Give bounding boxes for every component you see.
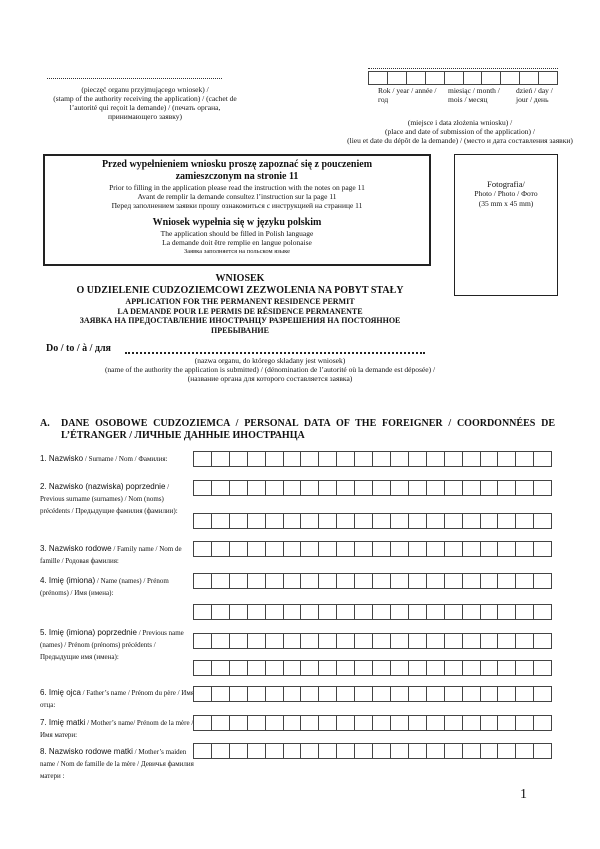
name-boxes-2[interactable]: [193, 604, 552, 620]
language-translations: The application should be filled in Polish language La demande doit être remplie en langue polonaise Заявка заполняется на польском языке: [160, 229, 314, 255]
field-label-previous-name: 5. Imię (imiona) poprzednie / Previous name (names) / Prénom (prénoms) précédents / Предыдущие имя (имена):: [40, 628, 184, 661]
stamp-line: [47, 78, 222, 79]
section-a-heading: DANE OSOBOWE CUDZOZIEMCA / PERSONAL DATA OF THE FOREIGNER / COORDONNÉES DE L’ÉTRANGER / ЛИЧНЫЕ ДАННЫЕ ИНОСТРАНЦА: [61, 418, 555, 441]
field-label-family-name: 3. Nazwisko rodowe / Family name / Nom de famille / Родовая фамилия:: [40, 544, 182, 565]
notice-box: [43, 154, 431, 266]
date-label-day: dzień / day / jour / день: [516, 86, 553, 104]
photo-box[interactable]: Fotografia/ Photo / Photo / Фото (35 mm x 45 mm): [454, 154, 558, 296]
mother-name-boxes[interactable]: [193, 715, 552, 731]
date-label-month: miesiąc / month / mois / месяц: [448, 86, 500, 104]
name-boxes-1[interactable]: [193, 573, 552, 589]
to-authority-caption: (nazwa organu, do którego składany jest wniosek) (name of the authority the application is submitted) / (dénomination de l’autorité où la demande est déposée) / (название органа для которого составляется заявка): [104, 356, 436, 383]
section-a-letter: A.: [40, 418, 50, 429]
stamp-caption: (pieczęć organu przyjmującego wniosek) / (stamp of the authority receiving the application) / (cachet de l’autorité qui reçoit la demande) / (печать органа, принимающего заявку): [53, 85, 237, 121]
previous-surname-boxes-1[interactable]: [193, 480, 552, 496]
notice-heading: Przed wypełnieniem wniosku proszę zapoznać się z pouczeniem zamieszczonym na stronie 11: [101, 159, 373, 182]
field-label-mother-name: 7. Imię matki / Mother’s name/ Prénom de la mère / Имя матери:: [40, 718, 194, 739]
previous-name-boxes-2[interactable]: [193, 660, 552, 676]
language-heading: Wniosek wypełnia się w języku polskim: [152, 217, 322, 228]
family-name-boxes[interactable]: [193, 541, 552, 557]
to-authority-input[interactable]: [125, 352, 425, 354]
place-date-caption: (miejsce i data złożenia wniosku) / (place and date of submission of the application) / (lieu et date du dépôt de la demande) / (место и дата составления заявки): [347, 118, 573, 145]
field-label-mother-maiden-name: 8. Nazwisko rodowe matki / Mother’s maiden name / Nom de famille de la mère / Девичья фамилия матери :: [40, 747, 194, 780]
field-label-previous-surname: 2. Nazwisko (nazwiska) poprzednie / Previous surname (surnames) / Nom (noms) précédents / Предыдущие фамилия (фамилии):: [40, 482, 178, 515]
date-boxes[interactable]: [368, 71, 558, 85]
date-label-year: Rok / year / année / год: [378, 86, 437, 104]
surname-boxes[interactable]: [193, 451, 552, 467]
previous-surname-boxes-2[interactable]: [193, 513, 552, 529]
place-line: [368, 68, 558, 69]
previous-name-boxes-1[interactable]: [193, 633, 552, 649]
page-number: 1: [520, 787, 527, 802]
field-label-name: 4. Imię (imiona) / Name (names) / Prénom (prénoms) / Имя (имена):: [40, 576, 169, 597]
mother-maiden-name-boxes[interactable]: [193, 743, 552, 759]
to-authority-label: Do / to / à / для: [46, 343, 111, 354]
father-name-boxes[interactable]: [193, 686, 552, 702]
field-label-father-name: 6. Imię ojca / Father’s name / Prénom du père / Имя отца:: [40, 688, 194, 709]
form-title: WNIOSEK O UDZIELENIE CUDZOZIEMCOWI ZEZWOLENIA NA POBYT STAŁY APPLICATION FOR THE PERMANENT RESIDENCE PERMIT LA DEMANDE POUR LE PERMIS DE RÉSIDENCE PERMANENTE ЗАЯВКА НА ПРЕДОСТАВЛЕНИЕ ИНОСТРАНЦУ РАЗРЕШЕНИЯ НА ПОСТОЯННОЕ ПРЕБЫВАНИЕ: [76, 273, 404, 335]
notice-translations: Prior to filling in the application please read the instruction with the notes on page 11 Avant de remplir la demande consultez l’instruction sur la page 11 Перед заполнением заявки прошу ознакомиться с инструкцией на странице 11: [109, 183, 365, 210]
field-label-surname: 1. Nazwisko / Surname / Nom / Фамилия:: [40, 454, 168, 463]
